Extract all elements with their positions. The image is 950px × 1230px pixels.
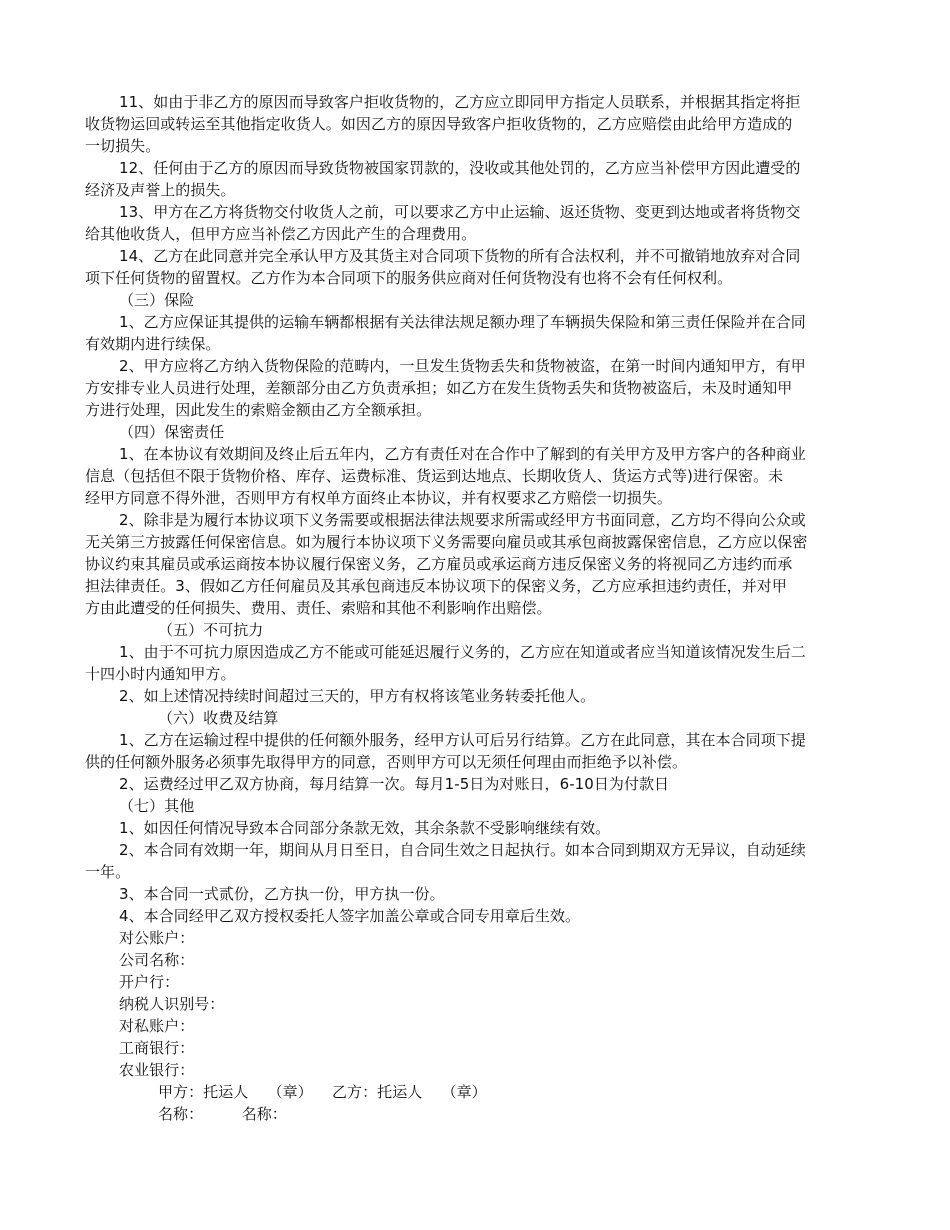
other-2-line-2: 一年。	[85, 863, 131, 881]
clause-13-line-1: 13、甲方在乙方将货物交付收货人之前，可以要求乙方中止运输、返还货物、变更到达地或者将货物交	[119, 203, 801, 221]
section-heading-confidentiality: （四）保密责任	[119, 423, 225, 441]
field-company-name: 公司名称：	[119, 951, 195, 969]
clause-11-line-1: 11、如由于非乙方的原因而导致客户拒收货物的，乙方应立即同甲方指定人员联系，并根据其指定将拒	[119, 93, 801, 111]
field-corporate-account: 对公账户：	[119, 929, 195, 947]
confidentiality-1-line-1: 1、在本协议有效期间及终止后五年内，乙方有责任对在合作中了解到的有关甲方及甲方客户的各种商业	[119, 445, 806, 463]
clause-14-line-2: 项下任何货物的留置权。乙方作为本合同项下的服务供应商对任何货物没有也将不会有任何权利。	[85, 269, 733, 287]
field-bank: 开户行：	[119, 973, 180, 991]
field-icbc: 工商银行：	[119, 1039, 195, 1057]
other-3: 3、本合同一式贰份，乙方执一份，甲方执一份。	[119, 885, 445, 903]
section-heading-fees-settlement: （六）收费及结算	[158, 709, 279, 727]
fees-1-line-1: 1、乙方在运输过程中提供的任何额外服务，经甲方认可后另行结算。乙方在此同意，其在本合同项下提	[119, 731, 806, 749]
clause-12-line-1: 12、任何由于乙方的原因而导致货物被国家罚款的，没收或其他处罚的，乙方应当补偿甲方因此遭受的	[119, 159, 801, 177]
force-majeure-1-line-2: 十四小时内通知甲方。	[85, 665, 236, 683]
confidentiality-2-line-4: 担法律责任。3、假如乙方任何雇员及其承包商违反本协议项下的保密义务，乙方应承担违约责任，并对甲	[85, 577, 787, 595]
signature-parties: 甲方：托运人 （章） 乙方：托运人 （章）	[158, 1083, 487, 1101]
other-2-line-1: 2、本合同有效期一年，期间从月日至日，自合同生效之日起执行。如本合同到期双方无异议，自动延续	[119, 841, 806, 859]
section-heading-other: （七）其他	[119, 797, 195, 815]
fees-2: 2、运费经过甲乙双方协商，每月结算一次。每月1-5日为对账日，6-10日为付款日	[119, 775, 670, 793]
section-heading-force-majeure: （五）不可抗力	[158, 621, 264, 639]
clause-13-line-2: 给其他收货人，但甲方应当补偿乙方因此产生的合理费用。	[85, 225, 477, 243]
insurance-2-line-3: 方进行处理，因此发生的索赔金额由乙方全额承担。	[85, 401, 432, 419]
other-1: 1、如因任何情况导致本合同部分条款无效，其余条款不受影响继续有效。	[119, 819, 611, 837]
clause-11-line-3: 一切损失。	[85, 137, 161, 155]
force-majeure-1-line-1: 1、由于不可抗力原因造成乙方不能或可能延迟履行义务的，乙方应在知道或者应当知道该情况发生后二	[119, 643, 806, 661]
confidentiality-1-line-2: 信息（包括但不限于货物价格、库存、运费标准、货运到达地点、长期收货人、货运方式等)进行保密。未	[85, 467, 784, 485]
force-majeure-2: 2、如上述情况持续时间超过三天的，甲方有权将该笔业务转委托他人。	[119, 687, 596, 705]
clause-14-line-1: 14、乙方在此同意并完全承认甲方及其货主对合同项下货物的所有合法权利，并不可撤销地放弃对合同	[119, 247, 801, 265]
insurance-2-line-2: 方安排专业人员进行处理，差额部分由乙方负责承担；如乙方在发生货物丢失和货物被盗后，未及时通知甲	[85, 379, 793, 397]
insurance-1-line-2: 有效期内进行续保。	[85, 335, 221, 353]
signature-names: 名称： 名称：	[158, 1105, 287, 1123]
confidentiality-2-line-2: 无关第三方披露任何保密信息。如为履行本协议项下义务需要向雇员或其承包商披露保密信息，乙方应以保密	[85, 533, 808, 551]
confidentiality-2-line-3: 协议约束其雇员或承运商按本协议履行保密义务，乙方雇员或承运商方违反保密义务的将视同乙方违约而承	[85, 555, 793, 573]
confidentiality-2-line-5: 方由此遭受的任何损失、费用、责任、索赔和其他不利影响作出赔偿。	[85, 599, 552, 617]
field-abc: 农业银行：	[119, 1061, 195, 1079]
confidentiality-1-line-3: 经甲方同意不得外泄，否则甲方有权单方面终止本协议，并有权要求乙方赔偿一切损失。	[85, 489, 672, 507]
confidentiality-2-line-1: 2、除非是为履行本协议项下义务需要或根据法律法规要求所需或经甲方书面同意，乙方均不得向公众或	[119, 511, 806, 529]
insurance-1-line-1: 1、乙方应保证其提供的运输车辆都根据有关法律法规足额办理了车辆损失保险和第三责任保险并在合同	[119, 313, 806, 331]
clause-11-line-2: 收货物运回或转运至其他指定收货人。如因乙方的原因导致客户拒收货物的，乙方应赔偿由此给甲方造成的	[85, 115, 793, 133]
field-taxpayer-id: 纳税人识别号：	[119, 995, 225, 1013]
field-private-account: 对私账户：	[119, 1017, 195, 1035]
clause-12-line-2: 经济及声誉上的损失。	[85, 181, 236, 199]
fees-1-line-2: 供的任何额外服务必须事先取得甲方的同意，否则甲方可以无须任何理由而拒绝予以补偿。	[85, 753, 688, 771]
section-heading-insurance: （三）保险	[119, 291, 195, 309]
other-4: 4、本合同经甲乙双方授权委托人签字加盖公章或合同专用章后生效。	[119, 907, 581, 925]
insurance-2-line-1: 2、甲方应将乙方纳入货物保险的范畴内，一旦发生货物丢失和货物被盗，在第一时间内通知甲方，有甲	[119, 357, 806, 375]
